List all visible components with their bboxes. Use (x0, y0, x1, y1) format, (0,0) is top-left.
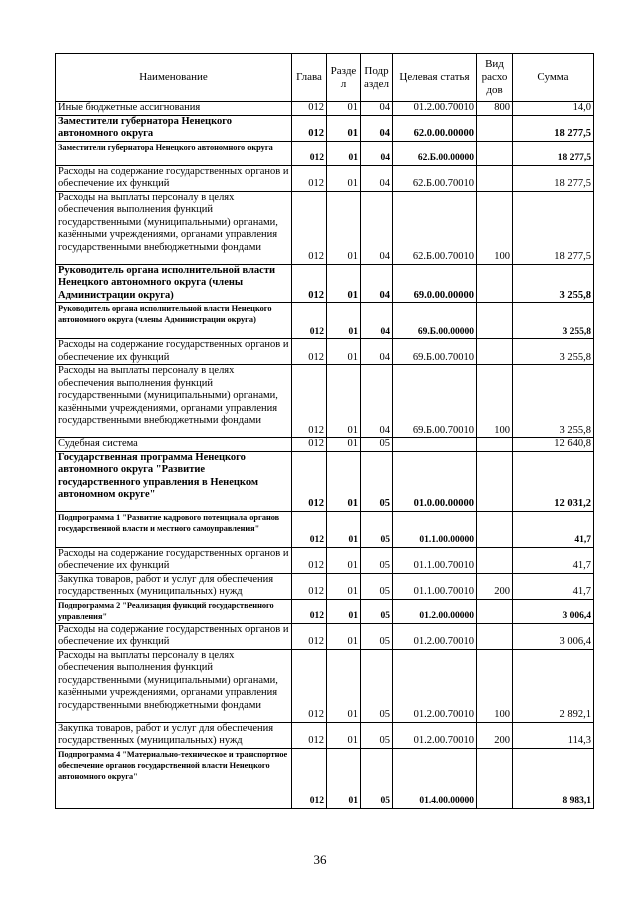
table-row (56, 573, 594, 599)
row-sum: 3 255,8 (513, 365, 594, 438)
row-name: Закупка товаров, работ и услуг для обеспечения государственных (муниципальных) нужд (56, 722, 292, 748)
header-target: Целевая статья (393, 54, 477, 102)
row-target: 62.Б.00.00000 (393, 141, 477, 165)
row-section: 01 (327, 599, 361, 623)
row-kind: 800 (477, 102, 513, 116)
row-kind (477, 451, 513, 511)
row-chapter: 012 (292, 141, 327, 165)
row-target: 01.2.00.70010 (393, 623, 477, 649)
row-sum: 14,0 (513, 102, 594, 116)
row-kind (477, 165, 513, 191)
row-section: 01 (327, 438, 361, 452)
row-section: 01 (327, 141, 361, 165)
row-subsection: 05 (361, 511, 393, 547)
row-subsection: 05 (361, 623, 393, 649)
row-section: 01 (327, 165, 361, 191)
row-chapter: 012 (292, 264, 327, 303)
row-subsection: 04 (361, 165, 393, 191)
row-name: Расходы на выплаты персоналу в целях обеспечения выполнения функций государственными (муниципальными) органами, казёнными учреждениями, органами управления государственными внебюджетными фондами (56, 649, 292, 722)
table-row (56, 511, 594, 547)
row-sum: 3 006,4 (513, 623, 594, 649)
table-row (56, 365, 594, 438)
row-target: 01.1.00.70010 (393, 573, 477, 599)
row-subsection: 05 (361, 722, 393, 748)
table-row (56, 649, 594, 722)
row-kind (477, 303, 513, 339)
row-target: 01.2.00.70010 (393, 722, 477, 748)
row-kind (477, 623, 513, 649)
table-row (56, 599, 594, 623)
row-sum: 3 255,8 (513, 303, 594, 339)
row-sum: 41,7 (513, 511, 594, 547)
row-subsection: 05 (361, 438, 393, 452)
row-subsection: 05 (361, 547, 393, 573)
row-target (393, 438, 477, 452)
row-name: Подпрограмма 2 "Реализация функций государственного управления" (56, 599, 292, 623)
row-target: 69.0.00.00000 (393, 264, 477, 303)
row-kind: 100 (477, 365, 513, 438)
row-name: Руководитель органа исполнительной власти Ненецкого автономного округа (члены Администрации округа) (56, 264, 292, 303)
row-section: 01 (327, 511, 361, 547)
header-section: Разде л (327, 54, 361, 102)
row-target: 01.4.00.00000 (393, 748, 477, 808)
row-name: Расходы на выплаты персоналу в целях обеспечения выполнения функций государственными (муниципальными) органами, казёнными учреждениями, органами управления государственными внебюджетными фондами (56, 365, 292, 438)
row-chapter: 012 (292, 748, 327, 808)
table-row (56, 339, 594, 365)
row-name: Расходы на содержание государственных органов и обеспечение их функций (56, 165, 292, 191)
table-body (56, 102, 594, 809)
row-chapter: 012 (292, 649, 327, 722)
row-section: 01 (327, 339, 361, 365)
table-row (56, 264, 594, 303)
row-target: 01.2.00.70010 (393, 649, 477, 722)
row-subsection: 04 (361, 115, 393, 141)
row-section: 01 (327, 649, 361, 722)
row-target: 01.0.00.00000 (393, 451, 477, 511)
table-row (56, 141, 594, 165)
row-sum: 12 640,8 (513, 438, 594, 452)
row-section: 01 (327, 102, 361, 116)
row-name: Расходы на содержание государственных органов и обеспечение их функций (56, 339, 292, 365)
row-section: 01 (327, 303, 361, 339)
row-chapter: 012 (292, 722, 327, 748)
row-sum: 18 277,5 (513, 191, 594, 264)
row-sum: 3 006,4 (513, 599, 594, 623)
row-chapter: 012 (292, 451, 327, 511)
row-kind (477, 339, 513, 365)
header-sum: Сумма (513, 54, 594, 102)
row-chapter: 012 (292, 547, 327, 573)
row-section: 01 (327, 191, 361, 264)
row-target: 69.Б.00.00000 (393, 303, 477, 339)
header-name: Наименование (56, 54, 292, 102)
table-row (56, 623, 594, 649)
row-name: Руководитель органа исполнительной власти Ненецкого автономного округа (члены Администрации округа) (56, 303, 292, 339)
row-sum: 8 983,1 (513, 748, 594, 808)
table-row (56, 451, 594, 511)
row-name: Судебная система (56, 438, 292, 452)
row-subsection: 05 (361, 599, 393, 623)
row-target: 01.2.00.00000 (393, 599, 477, 623)
row-subsection: 04 (361, 102, 393, 116)
row-chapter: 012 (292, 191, 327, 264)
row-kind (477, 511, 513, 547)
row-chapter: 012 (292, 511, 327, 547)
row-sum: 12 031,2 (513, 451, 594, 511)
row-target: 01.2.00.70010 (393, 102, 477, 116)
row-chapter: 012 (292, 115, 327, 141)
row-chapter: 012 (292, 623, 327, 649)
row-sum: 18 277,5 (513, 165, 594, 191)
row-kind (477, 438, 513, 452)
row-kind (477, 599, 513, 623)
row-sum: 114,3 (513, 722, 594, 748)
row-name: Заместители губернатора Ненецкого автономного округа (56, 115, 292, 141)
row-name: Закупка товаров, работ и услуг для обеспечения государственных (муниципальных) нужд (56, 573, 292, 599)
row-sum: 41,7 (513, 547, 594, 573)
table-row (56, 303, 594, 339)
row-subsection: 04 (361, 141, 393, 165)
row-target: 62.Б.00.70010 (393, 165, 477, 191)
row-target: 69.Б.00.70010 (393, 339, 477, 365)
row-kind: 100 (477, 191, 513, 264)
table-row (56, 102, 594, 116)
row-section: 01 (327, 573, 361, 599)
row-chapter: 012 (292, 339, 327, 365)
row-name: Расходы на содержание государственных органов и обеспечение их функций (56, 623, 292, 649)
row-section: 01 (327, 365, 361, 438)
header-kind: Вид расхо дов (477, 54, 513, 102)
budget-table (55, 53, 594, 809)
row-chapter: 012 (292, 438, 327, 452)
row-kind (477, 748, 513, 808)
row-name: Заместители губернатора Ненецкого автономного округа (56, 141, 292, 165)
row-kind (477, 547, 513, 573)
row-name: Государственная программа Ненецкого автономного округа "Развитие государственного управления в Ненецком автономном округе" (56, 451, 292, 511)
table-row (56, 191, 594, 264)
row-kind (477, 115, 513, 141)
row-name: Расходы на выплаты персоналу в целях обеспечения выполнения функций государственными (муниципальными) органами, казёнными учреждениями, органами управления государственными внебюджетными фондами (56, 191, 292, 264)
row-subsection: 05 (361, 748, 393, 808)
table-row (56, 115, 594, 141)
row-chapter: 012 (292, 365, 327, 438)
row-section: 01 (327, 451, 361, 511)
row-chapter: 012 (292, 573, 327, 599)
row-subsection: 04 (361, 365, 393, 438)
header-subsection: Подр аздел (361, 54, 393, 102)
row-sum: 3 255,8 (513, 339, 594, 365)
row-subsection: 04 (361, 264, 393, 303)
row-sum: 18 277,5 (513, 141, 594, 165)
header-row (56, 54, 594, 102)
row-sum: 41,7 (513, 573, 594, 599)
table-row (56, 748, 594, 808)
row-name: Расходы на содержание государственных органов и обеспечение их функций (56, 547, 292, 573)
row-chapter: 012 (292, 165, 327, 191)
row-section: 01 (327, 115, 361, 141)
row-section: 01 (327, 264, 361, 303)
row-kind: 200 (477, 722, 513, 748)
row-kind: 200 (477, 573, 513, 599)
row-subsection: 04 (361, 303, 393, 339)
row-name: Подпрограмма 4 "Материально-техническое и транспортное обеспечение органов государственной власти Ненецкого автономного округа" (56, 748, 292, 808)
row-subsection: 05 (361, 573, 393, 599)
row-target: 62.0.00.00000 (393, 115, 477, 141)
row-section: 01 (327, 748, 361, 808)
row-chapter: 012 (292, 599, 327, 623)
row-kind (477, 141, 513, 165)
row-subsection: 05 (361, 649, 393, 722)
row-name: Подпрограмма 1 "Развитие кадрового потенциала органов государственной власти и местного самоуправления" (56, 511, 292, 547)
table-row (56, 722, 594, 748)
row-name: Иные бюджетные ассигнования (56, 102, 292, 116)
table-row (56, 547, 594, 573)
table-row (56, 165, 594, 191)
row-target: 62.Б.00.70010 (393, 191, 477, 264)
row-sum: 3 255,8 (513, 264, 594, 303)
row-subsection: 04 (361, 339, 393, 365)
row-subsection: 04 (361, 191, 393, 264)
row-target: 01.1.00.70010 (393, 547, 477, 573)
page-number: 36 (313, 852, 327, 867)
row-kind: 100 (477, 649, 513, 722)
row-sum: 18 277,5 (513, 115, 594, 141)
row-section: 01 (327, 547, 361, 573)
row-chapter: 012 (292, 303, 327, 339)
row-sum: 2 892,1 (513, 649, 594, 722)
row-kind (477, 264, 513, 303)
row-subsection: 05 (361, 451, 393, 511)
row-target: 69.Б.00.70010 (393, 365, 477, 438)
header-chapter: Глава (292, 54, 327, 102)
row-section: 01 (327, 722, 361, 748)
row-chapter: 012 (292, 102, 327, 116)
row-target: 01.1.00.00000 (393, 511, 477, 547)
table-row (56, 438, 594, 452)
row-section: 01 (327, 623, 361, 649)
